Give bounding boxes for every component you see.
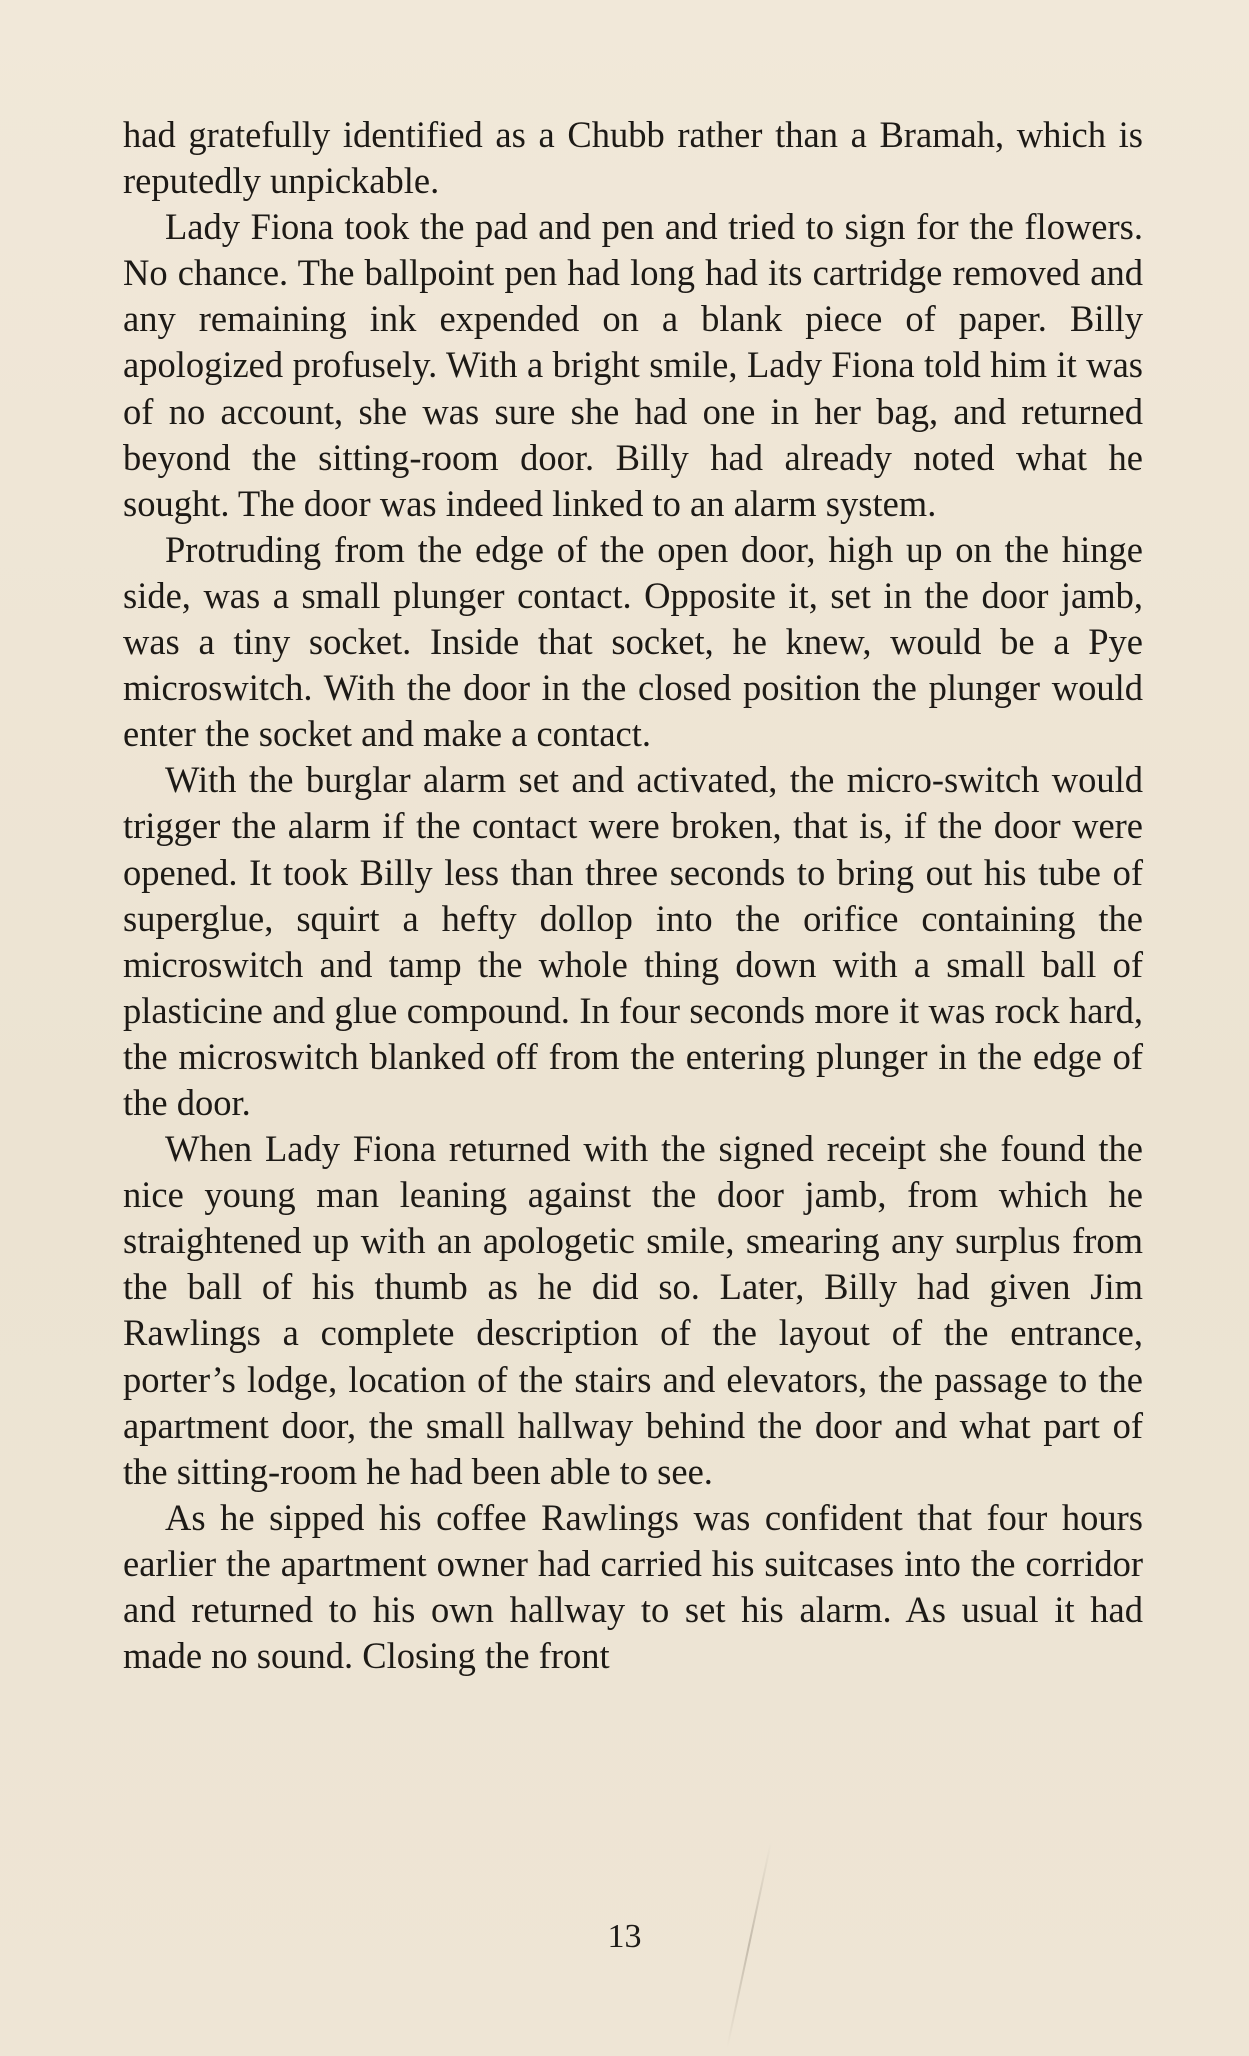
paragraph-5: When Lady Fiona returned with the signed receipt she found the nice young man leaning against the door jamb, from which he straightened up with an apologetic smile, smearing any surplus from the ball of his thumb as he did so. Later, Billy had given Jim Rawlings a complete description of the layout of the entrance, porter’s lodge, location of the stairs and elevators, the passage to the apartment door, the small hallway behind the door and what part of the sitting-room he had been able to see.: [123, 1128, 1143, 1492]
paragraph-6: As he sipped his coffee Rawlings was confident that four hours earlier the apartment owner had carried his suitcases into the corridor and returned to his own hallway to set his alarm. As usual it had made no sound. Closing the front: [123, 1496, 1143, 1677]
paragraph-4: With the burglar alarm set and activated, the micro-switch would trigger the alarm if the contact were broken, that is, if the door were opened. It took Billy less than three seconds to bring out his tube of superglue, squirt a hefty dollop into the orifice containing the microswitch and tamp the whole thing down with a small ball of plasticine and glue compound. In four seconds more it was rock hard, the microswitch blanked off from the entering plunger in the edge of the door.: [123, 759, 1143, 1123]
paragraph-3: Protruding from the edge of the open door, high up on the hinge side, was a small plunger contact. Opposite it, set in the door jamb, was a tiny socket. Inside that socket, he knew, would be a Pye microswitch. With the door in the closed position the plunger would enter the socket and make a contact.: [123, 528, 1143, 755]
page-number: 13: [607, 1918, 642, 1955]
paragraph-1: had gratefully identified as a Chubb rather than a Bramah, which is reputedly unpickable.: [123, 114, 1143, 202]
paragraph-2: Lady Fiona took the pad and pen and tried to sign for the flowers. No chance. The ballpoint pen had long had its cartridge removed and any remaining ink expended on a blank piece of paper. Billy apologized profusely. With a bright smile, Lady Fiona told him it was of no account, she was sure she had one in her bag, and returned beyond the sitting-room door. Billy had already noted what he sought. The door was indeed linked to an alarm system.: [123, 206, 1143, 524]
body-text: [123, 112, 1143, 1679]
